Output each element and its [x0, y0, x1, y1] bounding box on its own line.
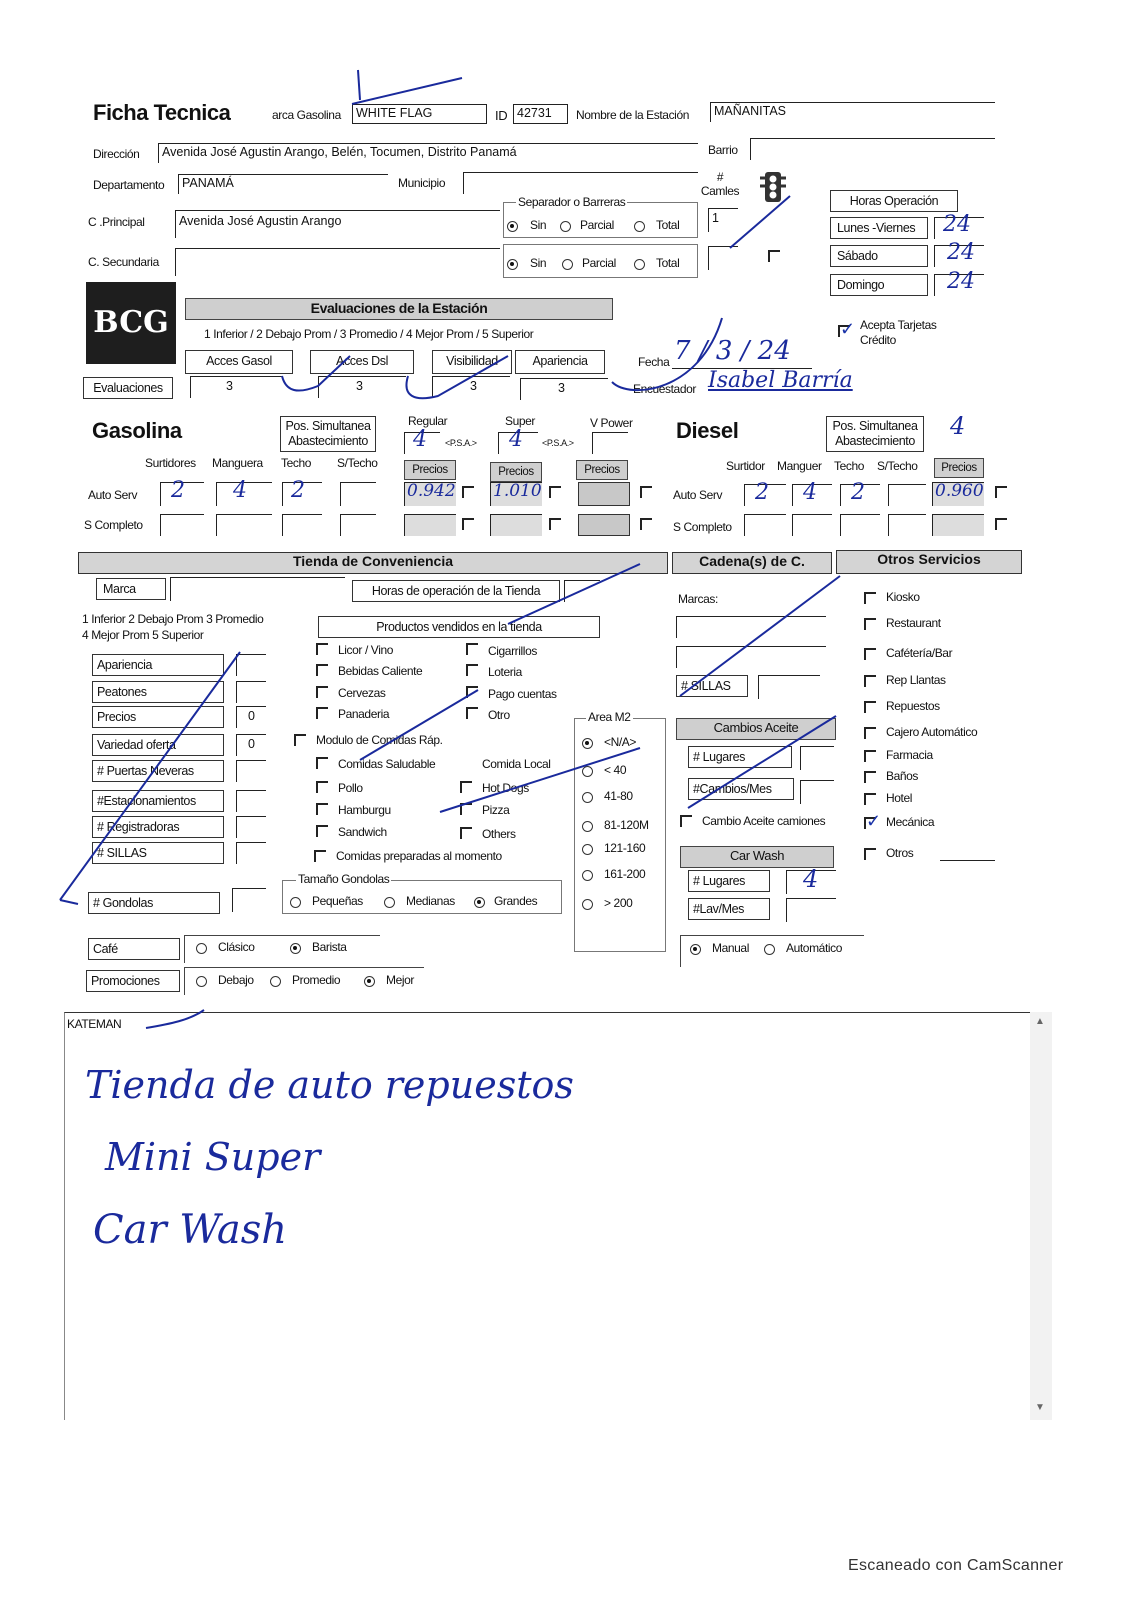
footer-watermark: Escaneado con CamScanner [848, 1557, 1064, 1574]
rating-label-3: Variedad oferta [92, 734, 224, 756]
carwash-lugares-label: # Lugares [688, 870, 770, 892]
separador2-parcial-label: Parcial [582, 256, 616, 270]
gas-auto-serv-label: Auto Serv [88, 488, 138, 502]
diesel-auto-serv-label: Auto Serv [673, 488, 723, 502]
tienda-scale-2: 4 Mejor Prom 5 Superior [82, 628, 204, 642]
barrio-label: Barrio [708, 143, 738, 157]
comida-right-label-0: Hot Dogs [482, 781, 529, 795]
rating-label-4: # Puertas Neveras [92, 760, 224, 782]
area-label-4: 121-160 [604, 841, 646, 855]
tamano-grandes-label: Grandes [494, 894, 538, 908]
diesel-title: Diesel [676, 418, 739, 443]
regular-label: Regular [408, 414, 448, 428]
separador-parcial-label: Parcial [580, 218, 614, 232]
diesel-pos-label: Pos. Simultanea Abastecimiento [826, 416, 924, 452]
modulo-label: Modulo de Comidas Ráp. [316, 733, 443, 747]
producto-left-label-2: Cervezas [338, 686, 386, 700]
super-label: Super [505, 414, 536, 428]
cafe-clasico-label: Clásico [218, 940, 255, 954]
cadena-title: Cadena(s) de C. [672, 552, 832, 574]
rating-label-2: Precios [92, 706, 224, 728]
acces-dsl-value: 3 [356, 379, 363, 393]
cadena-marcas-label: Marcas: [678, 592, 718, 606]
tarjetas-label: Acepta Tarjetas Crédito [860, 318, 937, 347]
rating-label-0: Apariencia [92, 654, 224, 676]
visibilidad-value: 3 [470, 379, 477, 393]
super-value: 4 [509, 427, 523, 452]
camiones-label: Cambio Aceite camiones [702, 814, 826, 828]
otros-label-8: Hotel [886, 791, 913, 805]
horas-dom-value: 24 [947, 269, 975, 294]
nombre-label: Nombre de la Estación [576, 108, 689, 122]
marca-label: arca Gasolina [272, 108, 341, 122]
departamento-label: Departamento [93, 178, 165, 192]
otros-label-1: Restaurant [886, 616, 941, 630]
rating-label-1: Peatones [92, 681, 224, 703]
cprincipal-value: Avenida José Agustin Arango [179, 214, 342, 228]
evaluaciones-scale: 1 Inferior / 2 Debajo Prom / 3 Promedio / 4 Mejor Prom / 5 Superior [204, 327, 534, 341]
diesel-stecho-header: S/Techo [877, 459, 918, 473]
otros-label-3: Rep Llantas [886, 673, 946, 687]
notes-line-3: Car Wash [93, 1207, 288, 1253]
carwash-title: Car Wash [680, 846, 834, 868]
tamano-pequenas-label: Pequeñas [312, 894, 363, 908]
diesel-manguer-value: 4 [803, 480, 817, 505]
tienda-scale-1: 1 Inferior 2 Debajo Prom 3 Promedio [82, 612, 264, 626]
precios-vpower-header: Precios [576, 460, 628, 480]
form-title: Ficha Tecnica [93, 100, 231, 125]
rating-value-2: 0 [248, 709, 255, 723]
camiles-label: # Camles [700, 170, 740, 198]
regular-psa: <P.S.A.> [445, 438, 477, 448]
area-label-3: 81-120M [604, 818, 649, 832]
precios-super-header: Precios [490, 462, 542, 482]
cafe-label: Café [88, 938, 180, 960]
acces-gasol-value: 3 [226, 379, 233, 393]
otros-label-9: Mecánica [886, 815, 935, 829]
producto-right-label-2: Pago cuentas [488, 687, 557, 701]
diesel-precio-value: 0.960 [935, 481, 984, 501]
separador-title: Separador o Barreras [518, 195, 626, 209]
super-psa: <P.S.A.> [542, 438, 574, 448]
tienda-title: Tienda de Conveniencia [78, 552, 668, 574]
apariencia-eval-value: 3 [558, 381, 565, 395]
comida-left-label-0: Comidas Saludable [338, 757, 436, 771]
cprincipal-label: C .Principal [88, 215, 145, 229]
otros-label-5: Cajero Automático [886, 725, 978, 739]
manguera-header: Manguera [212, 456, 263, 470]
stecho-header: S/Techo [337, 456, 378, 470]
municipio-label: Municipio [398, 176, 446, 190]
comida-right-label-1: Pizza [482, 803, 510, 817]
marca-value: WHITE FLAG [356, 106, 433, 120]
fecha-label: Fecha [638, 355, 670, 369]
otros-label-6: Farmacia [886, 748, 933, 762]
promo-mejor-label: Mejor [386, 973, 415, 987]
diesel-surtidor-value: 2 [755, 480, 769, 505]
area-label-0: <N/A> [604, 735, 637, 749]
regular-value: 4 [413, 427, 427, 452]
separador2-total-label: Total [656, 256, 680, 270]
comida-left-label-3: Sandwich [338, 825, 387, 839]
otros-label-0: Kiosko [886, 590, 920, 604]
wash-manual-label: Manual [712, 941, 749, 955]
rating-value-3: 0 [248, 737, 255, 751]
cambios-title: Cambios Aceite [676, 718, 836, 740]
producto-right-label-3: Otro [488, 708, 510, 722]
gas-surtidores-value: 2 [171, 478, 185, 503]
area-label-1: < 40 [604, 763, 627, 777]
departamento-value: PANAMÁ [182, 176, 234, 190]
acces-dsl-label: Acces Dsl [310, 350, 414, 374]
diesel-precios-header: Precios [934, 458, 984, 478]
promociones-label: Promociones [86, 970, 180, 992]
comida-right-label-2: Others [482, 827, 516, 841]
horas-lv-label: Lunes -Viernes [830, 217, 928, 239]
id-value: 42731 [517, 106, 552, 120]
promo-promedio-label: Promedio [292, 973, 341, 987]
precio-regular-value: 0.942 [407, 481, 456, 501]
precios-regular-header: Precios [404, 460, 456, 480]
horas-dom-label: Domingo [830, 274, 928, 296]
area-title: Area M2 [588, 710, 631, 724]
rating-label-7: # SILLAS [92, 842, 224, 864]
scroll-up-icon[interactable]: ▲ [1035, 1016, 1045, 1027]
comida-left-label-2: Hamburgu [338, 803, 391, 817]
gas-techo-value: 2 [291, 478, 305, 503]
area-label-6: > 200 [604, 896, 633, 910]
gasolina-title: Gasolina [92, 418, 182, 443]
vpower-label: V Power [590, 416, 633, 430]
gondolas-label: # Gondolas [88, 892, 220, 914]
area-label-5: 161-200 [604, 867, 646, 881]
notes-line-2: Mini Super [105, 1135, 321, 1179]
comida-left-label-1: Pollo [338, 781, 363, 795]
wash-auto-label: Automático [786, 941, 843, 955]
productos-title: Productos vendidos en la tienda [318, 616, 600, 638]
cambios-lugares-label: # Lugares [688, 746, 792, 768]
gasolina-pos-label: Pos. Simultanea Abastecimiento [280, 416, 376, 452]
csecundaria-label: C. Secundaria [88, 255, 159, 269]
visibilidad-label: Visibilidad [432, 350, 512, 374]
diesel-techo-value: 2 [851, 480, 865, 505]
apariencia-eval-label: Apariencia [515, 350, 605, 374]
encuestador-label: Encuestador [633, 382, 696, 396]
horas-lv-value: 24 [943, 212, 971, 237]
diesel-pos-value: 4 [950, 412, 966, 440]
otros-title: Otros Servicios [836, 550, 1022, 574]
separador2-sin-label: Sin [530, 256, 547, 270]
evaluaciones-title: Evaluaciones de la Estación [185, 298, 613, 320]
gas-s-completo-label: S Completo [84, 518, 143, 532]
tienda-marca-label: Marca [96, 578, 166, 600]
horas-sab-label: Sábado [830, 245, 928, 267]
fecha-value: 7 / 3 / 24 [674, 336, 791, 366]
tamano-medianas-label: Medianas [406, 894, 455, 908]
producto-right-label-0: Cigarrillos [488, 644, 537, 658]
otros-label-4: Repuestos [886, 699, 940, 713]
otros-label-2: Cafétería/Bar [886, 646, 953, 660]
cafe-barista-label: Barista [312, 940, 347, 954]
area-label-2: 41-80 [604, 789, 633, 803]
acces-gasol-label: Acces Gasol [185, 350, 293, 374]
surtidores-header: Surtidores [145, 456, 196, 470]
camiles-value: 1 [712, 211, 719, 225]
producto-left-label-1: Bebidas Caliente [338, 664, 423, 678]
separador-sin-label: Sin [530, 218, 547, 232]
comida-local-label: Comida Local [482, 757, 551, 771]
notes-line-1: Tienda de auto repuestos [85, 1063, 574, 1107]
techo-header: Techo [281, 456, 312, 470]
lav-mes-label: #Lav/Mes [688, 898, 770, 920]
rating-label-6: # Registradoras [92, 816, 224, 838]
diesel-manguer-header: Manguer [777, 459, 822, 473]
nombre-value: MAÑANITAS [714, 104, 786, 118]
rating-label-5: #Estacionamientos [92, 790, 224, 812]
encuestador-value: Isabel Barría [708, 368, 853, 393]
diesel-s-completo-label: S Completo [673, 520, 732, 534]
horas-sab-value: 24 [947, 240, 975, 265]
evaluaciones-row-label: Evaluaciones [83, 377, 173, 399]
notes-label: KATEMAN [67, 1017, 122, 1031]
bcg-logo: BCG [86, 282, 176, 364]
precio-super-value: 1.010 [493, 481, 542, 501]
tienda-horas-label: Horas de operación de la Tienda [352, 580, 560, 602]
promo-debajo-label: Debajo [218, 973, 254, 987]
id-label: ID [495, 108, 508, 123]
diesel-surtidor-header: Surtidor [726, 459, 765, 473]
producto-left-label-3: Panaderia [338, 707, 390, 721]
cambios-mes-label: #Cambios/Mes [688, 778, 794, 800]
cadena-sillas-label: # SILLAS [676, 675, 748, 697]
horas-title: Horas Operación [830, 190, 958, 212]
separador-total-label: Total [656, 218, 680, 232]
carwash-lugares-value: 4 [803, 865, 819, 893]
direccion-label: Dirección [93, 147, 140, 161]
producto-right-label-1: Loteria [488, 665, 522, 679]
otros-label-10: Otros [886, 846, 914, 860]
gas-manguera-value: 4 [233, 478, 247, 503]
diesel-techo-header: Techo [834, 459, 865, 473]
producto-left-label-0: Licor / Vino [338, 643, 394, 657]
scroll-down-icon[interactable]: ▼ [1035, 1402, 1045, 1413]
preparadas-label: Comidas preparadas al momento [336, 849, 502, 863]
tamano-title-text: Tamaño Gondolas [298, 872, 390, 886]
otros-label-7: Baños [886, 769, 919, 783]
direccion-value: Avenida José Agustin Arango, Belén, Tocumen, Distrito Panamá [162, 145, 517, 159]
